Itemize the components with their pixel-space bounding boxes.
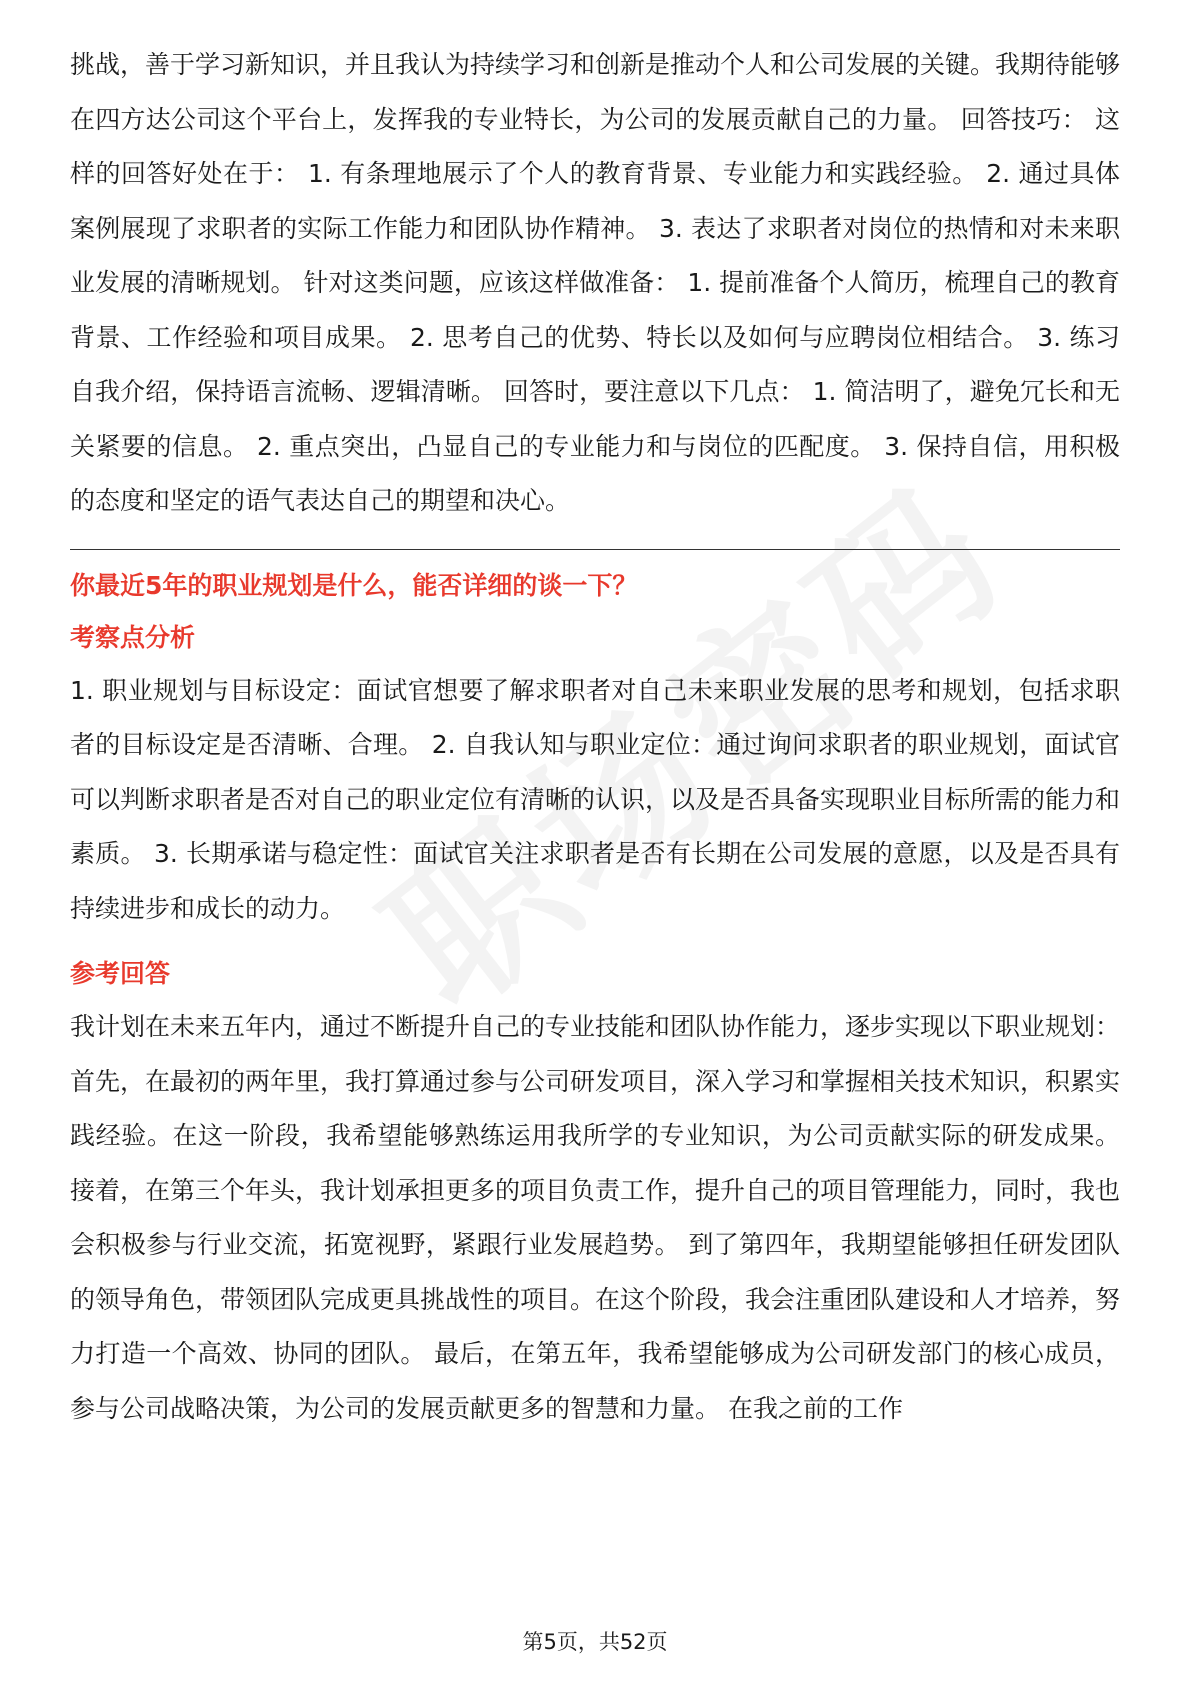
interview-question-heading: 你最近5年的职业规划是什么，能否详细的谈一下？ (70, 570, 638, 600)
page-number-footer: 第5页，共52页 (522, 1630, 668, 1654)
page-content (70, 38, 1120, 1436)
analysis-heading: 考察点分析 (70, 622, 196, 652)
answer-paragraph: 我计划在未来五年内，通过不断提升自己的专业技能和团队协作能力，逐步实现以下职业规划： 首先，在最初的两年里，我打算通过参与公司研发项目，深入学习和掌握相关技术知识，积累实践经验。在这一阶段，我希望能够熟练运用我所学的专业知识，为公司贡献实际的研发成果。 接着，在第三个年头，我计划承担更多的项目负责工作，提升自己的项目管理能力，同时，我也会积极参与行业交流，拓宽视野，紧跟行业发展趋势。 到了第四年，我期望能够担任研发团队的领导角色，带领团队完成更具挑战性的项目。在这个阶段，我会注重团队建设和人才培养，努力打造一个高效、协同的团队。 最后，在第五年，我希望能够成为公司研发部门的核心成员，参与公司战略决策，为公司的发展贡献更多的智慧和力量。 在我之前的工作 (70, 1012, 1121, 1423)
section-gap (70, 936, 1120, 948)
analysis-paragraph: 1. 职业规划与目标设定：面试官想要了解求职者对自己未来职业发展的思考和规划，包括求职者的目标设定是否清晰、合理。 2. 自我认知与职业定位：通过询问求职者的职业规划，面试官可以判断求职者是否对自己的职业定位有清晰的认识，以及是否具备实现职业目标所需的能力和素质。 3. 长期承诺与稳定性：面试官关注求职者是否有长期在公司发展的意愿，以及是否具有持续进步和成长的动力。 (70, 675, 1121, 923)
answer-heading: 参考回答 (70, 959, 171, 988)
intro-continuation-paragraph: 挑战，善于学习新知识，并且我认为持续学习和创新是推动个人和公司发展的关键。我期待能够在四方达公司这个平台上，发挥我的专业特长，为公司的发展贡献自己的力量。 回答技巧： 这样的回答好处在于： 1. 有条理地展示了个人的教育背景、专业能力和实践经验。 2. 通过具体案例展现了求职者的实际工作能力和团队协作精神。 3. 表达了求职者对岗位的热情和对未来职业发展的清晰规划。 针对这类问题，应该这样做准备： 1. 提前准备个人简历，梳理自己的教育背景、工作经验和项目成果。 2. 思考自己的优势、特长以及如何与应聘岗位相结合。 3. 练习自我介绍，保持语言流畅、逻辑清晰。 回答时，要注意以下几点： 1. 简洁明了，避免冗长和无关紧要的信息。 2. 重点突出，凸显自己的专业能力和与岗位的匹配度。 3. 保持自信，用积极的态度和坚定的语气表达自己的期望和决心。 (70, 50, 1121, 515)
section-divider (70, 549, 1120, 550)
